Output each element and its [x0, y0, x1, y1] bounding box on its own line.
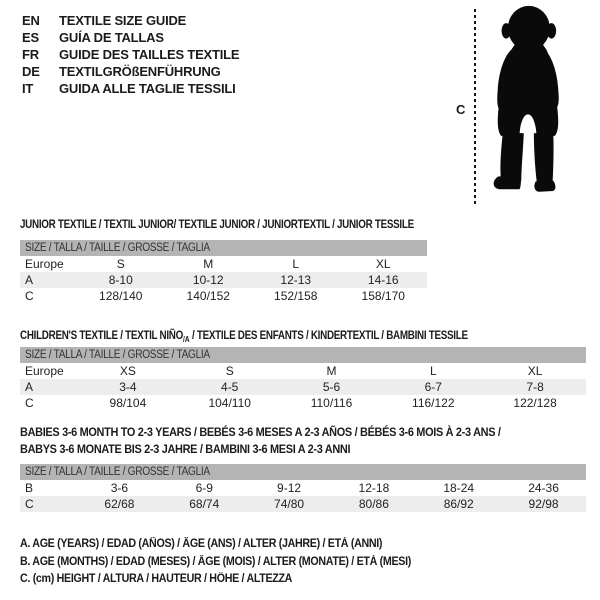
height-measure-dashed-line — [474, 9, 476, 206]
size-cell: 3-6 — [110, 481, 129, 495]
language-code: FR — [22, 47, 39, 62]
height-label: C — [456, 102, 466, 117]
size-header-bar — [20, 464, 586, 480]
size-header-text: SIZE / TALLA / TAILLE / GRÖSSE / TAGLIA — [25, 349, 210, 361]
size-cell: 3-4 — [119, 380, 137, 394]
legend-note-a: A. AGE (YEARS) / EDAD (AÑOS) / ÂGE (ANS) / ALTER (JAHRE) / ETÀ (ANNI) — [20, 538, 383, 550]
size-cell: 18-24 — [443, 481, 475, 495]
language-row — [22, 46, 239, 63]
baby-silhouette — [486, 5, 570, 203]
size-header-bar — [20, 347, 586, 363]
language-code: IT — [22, 81, 34, 96]
size-cell: 110/116 — [310, 396, 353, 410]
size-cell: 14-16 — [367, 273, 399, 287]
junior-table-title-text: JUNIOR TEXTILE / TEXTIL JUNIOR/ TEXTILE JUNIOR / JUNIORTEXTIL / JUNIOR TESSILE — [20, 217, 414, 231]
language-row — [22, 80, 239, 97]
row-label: A — [25, 273, 34, 287]
size-cell: 24-36 — [528, 481, 559, 495]
legend-note-b: B. AGE (MONTHS) / EDAD (MESES) / ÂGE (MOIS) / ALTER (MONATE) / ETÀ (MESI) — [20, 555, 411, 568]
size-cell: 7-8 — [526, 380, 544, 394]
legend-note — [20, 536, 440, 554]
row-label: Europe — [25, 257, 64, 271]
legend-note-c: C. (cm) HEIGHT / ALTURA / HAUTEUR / HÖHE / ALTEZZA — [20, 573, 293, 585]
size-cell: 4-5 — [221, 380, 239, 394]
size-cell: 116/122 — [412, 396, 455, 410]
language-title: GUIDE DES TAILLES TEXTILE — [59, 47, 240, 62]
table-row — [20, 288, 427, 304]
table-row — [20, 496, 586, 512]
babies-table-title-line2 — [20, 442, 383, 457]
size-cell: 98/104 — [109, 396, 147, 410]
language-title: TEXTILE SIZE GUIDE — [59, 13, 187, 28]
language-title: GUIDA ALLE TAGLIE TESSILI — [59, 81, 236, 96]
legend-notes — [20, 536, 440, 589]
size-cell: 152/158 — [274, 289, 318, 303]
language-list — [22, 12, 239, 97]
children-title-post: / TEXTILE DES ENFANTS / KINDERTEXTIL / BAMBINI TESSILE — [189, 328, 468, 342]
row-label: C — [25, 289, 34, 303]
size-cell: 12-18 — [358, 481, 390, 495]
size-cell: 128/140 — [99, 289, 143, 303]
size-cell: 140/152 — [186, 289, 230, 303]
size-cell: 6-7 — [424, 380, 442, 394]
language-row — [22, 63, 239, 80]
size-cell: 8-10 — [108, 273, 133, 287]
children-table-title — [20, 328, 566, 343]
language-title: GUÍA DE TALLAS — [59, 30, 164, 45]
size-cell: 74/80 — [274, 497, 305, 511]
row-label: C — [25, 497, 34, 511]
size-cell: 122/128 — [513, 396, 557, 410]
size-cell: M — [326, 364, 337, 378]
row-label: C — [25, 396, 34, 410]
language-row — [22, 12, 239, 29]
children-table-title-text — [20, 328, 468, 344]
junior-size-table — [20, 240, 427, 304]
row-label: A — [25, 380, 34, 394]
language-code: DE — [22, 64, 40, 79]
babies-table-title-line1 — [20, 425, 548, 440]
legend-note — [20, 571, 440, 589]
babies-size-table — [20, 464, 586, 512]
size-cell: 6-9 — [195, 481, 213, 495]
language-row — [22, 29, 239, 46]
size-cell: XL — [527, 364, 543, 378]
language-title: TEXTILGRÖßENFÜHRUNG — [59, 64, 221, 79]
babies-title-text-line2: BABYS 3-6 MONATE BIS 2-3 JAHRE / BAMBINI 3-6 MESI A 2-3 ANNI — [20, 442, 351, 456]
size-cell: 10-12 — [192, 273, 224, 287]
size-cell: S — [225, 364, 234, 378]
size-cell: 86/92 — [443, 497, 474, 511]
children-size-table — [20, 347, 586, 411]
size-cell: 12-13 — [280, 273, 312, 287]
legend-note — [20, 554, 440, 572]
size-cell: M — [203, 257, 214, 271]
size-cell: L — [292, 257, 300, 271]
size-header-text: SIZE / TALLA / TAILLE / GRÖSSE / TAGLIA — [25, 466, 210, 478]
table-row — [20, 272, 427, 288]
size-cell: XL — [375, 257, 391, 271]
children-title-sub: /A — [183, 335, 190, 344]
row-label: B — [25, 481, 34, 495]
size-cell: 62/68 — [104, 497, 135, 511]
size-header-text: SIZE / TALLA / TAILLE / GRÖSSE / TAGLIA — [25, 242, 210, 254]
babies-title-text-line1: BABIES 3-6 MONTH TO 2-3 YEARS / BEBÉS 3-6 MESES A 2-3 AÑOS / BÉBÉS 3-6 MOIS À 2-3 ANS / — [20, 425, 501, 439]
size-cell: S — [116, 257, 125, 271]
row-label: Europe — [25, 364, 64, 378]
table-row — [20, 395, 586, 411]
table-row — [20, 363, 586, 379]
size-cell: XS — [119, 364, 136, 378]
language-code: ES — [22, 30, 39, 45]
size-cell: 5-6 — [322, 380, 341, 394]
size-cell: 158/170 — [361, 289, 405, 303]
size-cell: 68/74 — [189, 497, 220, 511]
size-cell: 104/110 — [208, 396, 251, 410]
junior-table-title — [20, 217, 500, 232]
table-row — [20, 480, 586, 496]
children-title-pre: CHILDREN'S TEXTILE / TEXTIL NIÑO — [20, 328, 184, 342]
size-cell: 92/98 — [528, 497, 559, 511]
table-row — [20, 379, 586, 395]
size-cell: 80/86 — [358, 497, 389, 511]
size-cell: L — [429, 364, 437, 378]
language-code: EN — [22, 13, 40, 28]
table-row — [20, 256, 427, 272]
size-header-bar — [20, 240, 427, 256]
size-cell: 9-12 — [277, 481, 302, 495]
